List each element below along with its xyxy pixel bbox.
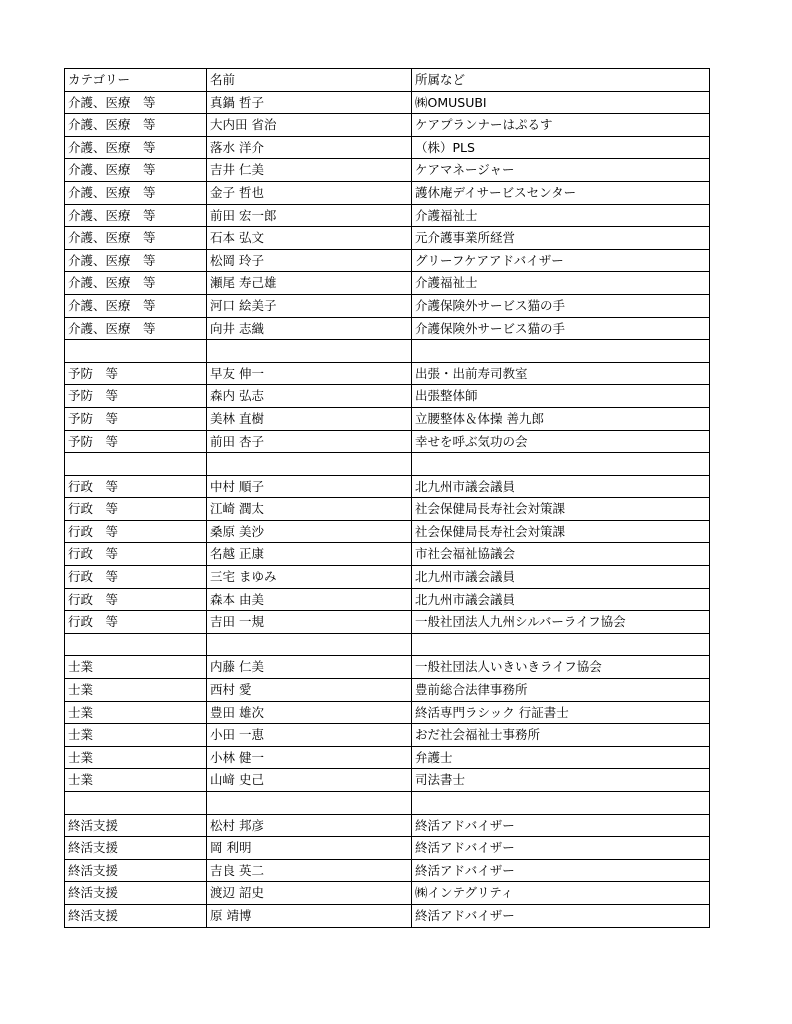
cell-name: 大内田 省治 <box>207 114 412 137</box>
table-row <box>65 272 710 295</box>
table-row <box>65 385 710 408</box>
table-row <box>65 362 710 385</box>
cell-category: 介護、医療 等 <box>65 204 207 227</box>
table-row <box>65 588 710 611</box>
table-row <box>65 814 710 837</box>
cell-affiliation: 介護福祉士 <box>412 272 710 295</box>
table-row <box>65 701 710 724</box>
cell-name: 岡 利明 <box>207 837 412 860</box>
cell-affiliation: 北九州市議会議員 <box>412 566 710 589</box>
cell-name: 小林 健一 <box>207 746 412 769</box>
cell-name: 森内 弘志 <box>207 385 412 408</box>
cell-category: 介護、医療 等 <box>65 114 207 137</box>
cell-affiliation: 幸せを呼ぶ気功の会 <box>412 430 710 453</box>
cell-name: 落水 洋介 <box>207 136 412 159</box>
cell-name: 名越 正康 <box>207 543 412 566</box>
cell-affiliation: グリーフケアアドバイザー <box>412 249 710 272</box>
cell-name: 渡辺 詔史 <box>207 882 412 905</box>
cell-category: 行政 等 <box>65 588 207 611</box>
table-row <box>65 453 710 476</box>
cell-name: 江崎 潤太 <box>207 498 412 521</box>
cell-name: 中村 順子 <box>207 475 412 498</box>
cell-affiliation: 立腰整体＆体操 善九郎 <box>412 407 710 430</box>
cell-category: 終活支援 <box>65 859 207 882</box>
table-row <box>65 294 710 317</box>
table-row <box>65 769 710 792</box>
cell-name: 桑原 美沙 <box>207 520 412 543</box>
cell-name <box>207 453 412 476</box>
cell-affiliation: ㈱OMUSUBI <box>412 91 710 114</box>
cell-affiliation: おだ社会福祉士事務所 <box>412 724 710 747</box>
cell-affiliation: 司法書士 <box>412 769 710 792</box>
cell-name: 早友 伸一 <box>207 362 412 385</box>
cell-name: 前田 杏子 <box>207 430 412 453</box>
cell-name: 小田 一恵 <box>207 724 412 747</box>
cell-name: 吉良 英二 <box>207 859 412 882</box>
header-category: カテゴリー <box>65 69 207 92</box>
cell-category <box>65 792 207 815</box>
cell-affiliation: 護休庵デイサービスセンター <box>412 181 710 204</box>
table-row <box>65 407 710 430</box>
table-row <box>65 475 710 498</box>
table-row <box>65 792 710 815</box>
cell-affiliation: 出張・出前寿司教室 <box>412 362 710 385</box>
table-row <box>65 566 710 589</box>
table-row <box>65 859 710 882</box>
cell-name: 内藤 仁美 <box>207 656 412 679</box>
cell-name <box>207 633 412 656</box>
cell-category: 介護、医療 等 <box>65 181 207 204</box>
cell-affiliation: ㈱インテグリティ <box>412 882 710 905</box>
cell-category: 行政 等 <box>65 566 207 589</box>
table-row <box>65 204 710 227</box>
cell-category: 行政 等 <box>65 543 207 566</box>
table-row <box>65 227 710 250</box>
cell-category: 予防 等 <box>65 430 207 453</box>
table-row <box>65 882 710 905</box>
cell-affiliation: ケアプランナーはぷるす <box>412 114 710 137</box>
cell-name: 前田 宏一郎 <box>207 204 412 227</box>
cell-category: 介護、医療 等 <box>65 227 207 250</box>
table-row <box>65 159 710 182</box>
cell-affiliation: 北九州市議会議員 <box>412 588 710 611</box>
cell-category <box>65 453 207 476</box>
cell-affiliation: 介護福祉士 <box>412 204 710 227</box>
cell-affiliation: 元介護事業所経営 <box>412 227 710 250</box>
cell-category: 終活支援 <box>65 814 207 837</box>
cell-name: 吉田 一規 <box>207 611 412 634</box>
cell-category: 士業 <box>65 746 207 769</box>
cell-affiliation: 市社会福祉協議会 <box>412 543 710 566</box>
table-row <box>65 679 710 702</box>
cell-affiliation: 終活専門ラシック 行証書士 <box>412 701 710 724</box>
cell-name: 原 靖博 <box>207 904 412 927</box>
cell-category: 介護、医療 等 <box>65 136 207 159</box>
cell-name: 真鍋 哲子 <box>207 91 412 114</box>
cell-category: 士業 <box>65 769 207 792</box>
cell-affiliation: 介護保険外サービス猫の手 <box>412 317 710 340</box>
cell-affiliation: 出張整体師 <box>412 385 710 408</box>
cell-category: 行政 等 <box>65 611 207 634</box>
cell-affiliation <box>412 453 710 476</box>
cell-category: 行政 等 <box>65 475 207 498</box>
cell-category: 終活支援 <box>65 904 207 927</box>
cell-affiliation <box>412 633 710 656</box>
cell-affiliation: 介護保険外サービス猫の手 <box>412 294 710 317</box>
cell-name: 向井 志織 <box>207 317 412 340</box>
cell-category: 士業 <box>65 701 207 724</box>
table-row <box>65 611 710 634</box>
cell-category: 介護、医療 等 <box>65 317 207 340</box>
cell-affiliation: ケアマネージャー <box>412 159 710 182</box>
cell-category: 予防 等 <box>65 362 207 385</box>
cell-affiliation: 豊前総合法律事務所 <box>412 679 710 702</box>
cell-category: 予防 等 <box>65 407 207 430</box>
cell-category: 行政 等 <box>65 498 207 521</box>
cell-name: 三宅 まゆみ <box>207 566 412 589</box>
cell-name <box>207 792 412 815</box>
cell-name: 森本 由美 <box>207 588 412 611</box>
cell-category: 介護、医療 等 <box>65 159 207 182</box>
cell-name: 美林 直樹 <box>207 407 412 430</box>
cell-category: 終活支援 <box>65 837 207 860</box>
cell-name: 金子 哲也 <box>207 181 412 204</box>
cell-category: 終活支援 <box>65 882 207 905</box>
header-name: 名前 <box>207 69 412 92</box>
table-row <box>65 498 710 521</box>
cell-affiliation <box>412 340 710 363</box>
table-row <box>65 249 710 272</box>
cell-category: 介護、医療 等 <box>65 272 207 295</box>
table-row <box>65 633 710 656</box>
member-table <box>64 68 710 928</box>
cell-affiliation: 終活アドバイザー <box>412 904 710 927</box>
cell-affiliation: 弁護士 <box>412 746 710 769</box>
cell-affiliation: 社会保健局長寿社会対策課 <box>412 520 710 543</box>
table-row <box>65 904 710 927</box>
table-row <box>65 317 710 340</box>
cell-name: 松岡 玲子 <box>207 249 412 272</box>
cell-category: 介護、医療 等 <box>65 249 207 272</box>
table-row <box>65 91 710 114</box>
cell-category: 予防 等 <box>65 385 207 408</box>
cell-affiliation: 一般社団法人いきいきライフ協会 <box>412 656 710 679</box>
cell-name: 河口 絵美子 <box>207 294 412 317</box>
table-header-row <box>65 69 710 92</box>
table-row <box>65 340 710 363</box>
cell-affiliation: 北九州市議会議員 <box>412 475 710 498</box>
table-row <box>65 837 710 860</box>
cell-name: 西村 愛 <box>207 679 412 702</box>
table-row <box>65 114 710 137</box>
cell-name: 山﨑 史己 <box>207 769 412 792</box>
cell-name: 豊田 雄次 <box>207 701 412 724</box>
table-row <box>65 724 710 747</box>
cell-affiliation: 社会保健局長寿社会対策課 <box>412 498 710 521</box>
cell-name: 瀬尾 寿己雄 <box>207 272 412 295</box>
table-row <box>65 520 710 543</box>
cell-category: 介護、医療 等 <box>65 294 207 317</box>
table-row <box>65 746 710 769</box>
cell-category: 士業 <box>65 724 207 747</box>
cell-affiliation: （株）PLS <box>412 136 710 159</box>
cell-category: 士業 <box>65 656 207 679</box>
cell-affiliation: 終活アドバイザー <box>412 837 710 860</box>
table-row <box>65 181 710 204</box>
header-affiliation: 所属など <box>412 69 710 92</box>
cell-category: 介護、医療 等 <box>65 91 207 114</box>
cell-name <box>207 340 412 363</box>
cell-name: 吉井 仁美 <box>207 159 412 182</box>
table-row <box>65 136 710 159</box>
cell-name: 石本 弘文 <box>207 227 412 250</box>
cell-affiliation: 終活アドバイザー <box>412 814 710 837</box>
cell-affiliation: 一般社団法人九州シルバーライフ協会 <box>412 611 710 634</box>
cell-affiliation: 終活アドバイザー <box>412 859 710 882</box>
table-row <box>65 430 710 453</box>
cell-category: 士業 <box>65 679 207 702</box>
table-row <box>65 543 710 566</box>
cell-affiliation <box>412 792 710 815</box>
cell-name: 松村 邦彦 <box>207 814 412 837</box>
cell-category <box>65 633 207 656</box>
table-row <box>65 656 710 679</box>
cell-category: 行政 等 <box>65 520 207 543</box>
cell-category <box>65 340 207 363</box>
